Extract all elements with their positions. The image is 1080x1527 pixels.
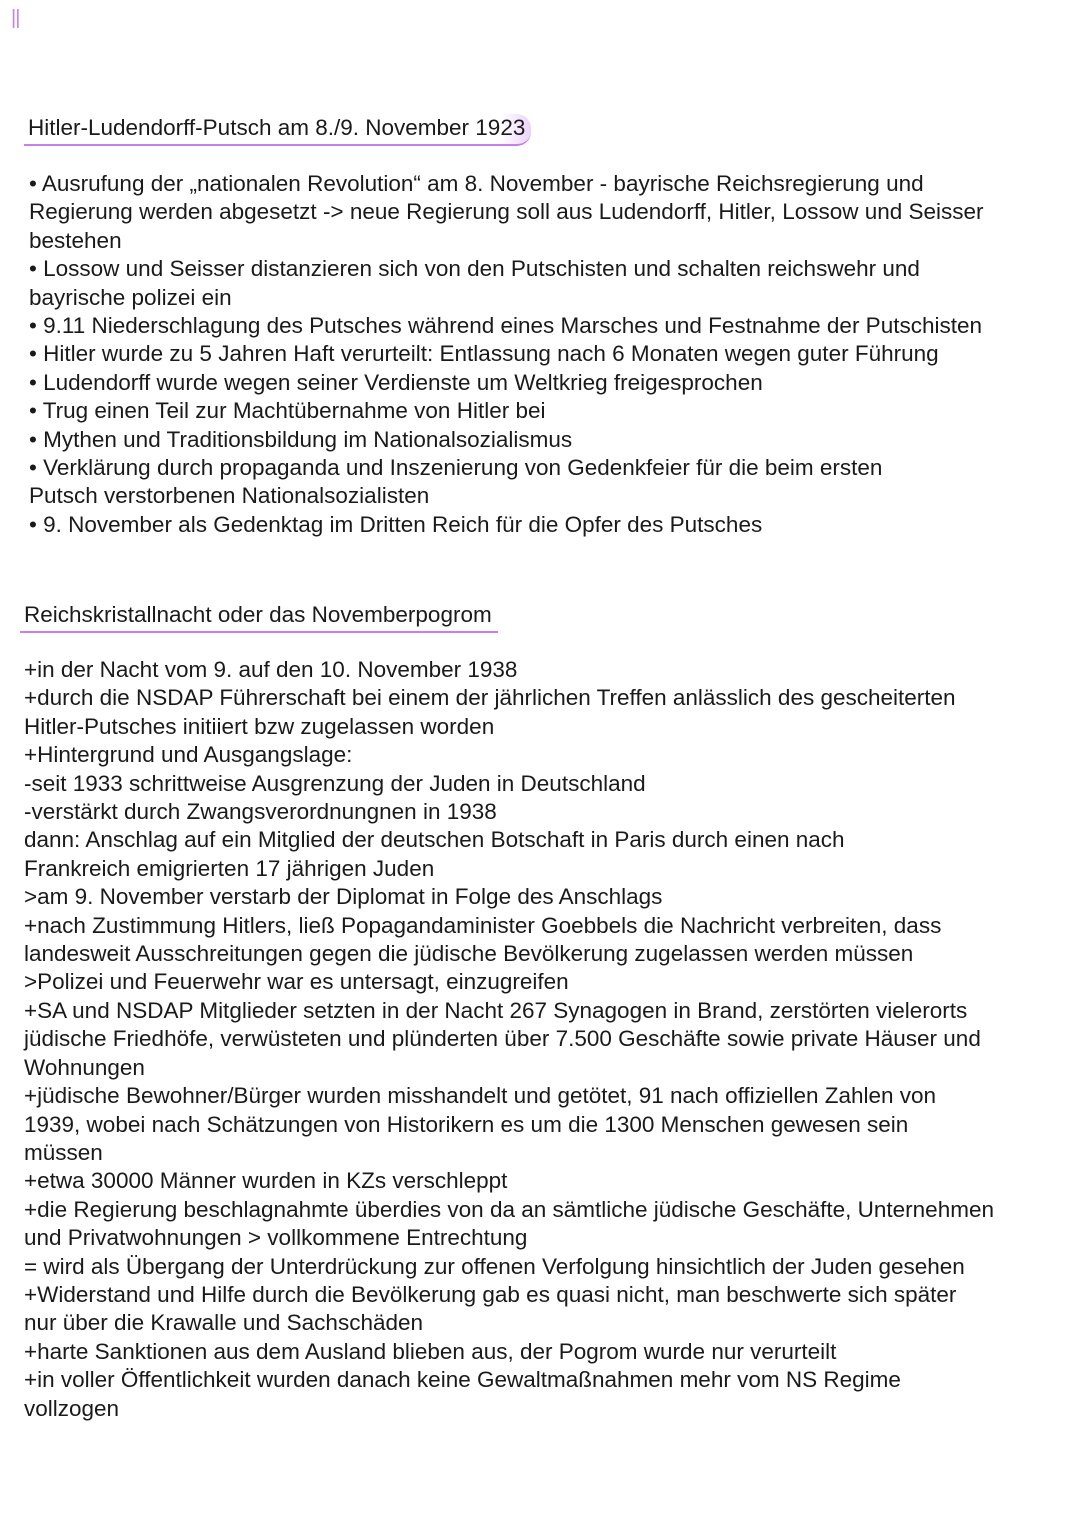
text-line: • Hitler wurde zu 5 Jahren Haft verurteilt: Entlassung nach 6 Monaten wegen guter Führung: [29, 341, 939, 367]
text-line: nur über die Krawalle und Sachschäden: [24, 1310, 424, 1336]
text-line: • Trug einen Teil zur Machtübernahme von Hitler bei: [29, 398, 546, 424]
text-line: • 9.11 Niederschlagung des Putsches während eines Marsches und Festnahme der Putschisten: [29, 313, 982, 339]
text-line: bestehen: [29, 227, 122, 253]
text-line: vollzogen: [24, 1395, 120, 1421]
text-line: +durch die NSDAP Führerschaft bei einem der jährlichen Treffen anlässlich des gescheiterten: [24, 685, 956, 711]
page-mark: ||: [11, 7, 20, 29]
text-line: • Verklärung durch propaganda und Inszenierung von Gedenkfeier für die beim ersten: [29, 455, 883, 481]
text-line: jüdische Friedhöfe, verwüsteten und plünderten über 7.500 Geschäfte sowie private Häuser und: [24, 1026, 981, 1052]
text-line: 1939, wobei nach Schätzungen von Historikern es um die 1300 Menschen gewesen sein: [24, 1111, 909, 1137]
text-line: +die Regierung beschlagnahmte überdies von da an sämtliche jüdische Geschäfte, Unternehmen: [24, 1196, 994, 1222]
text-line: Regierung werden abgesetzt -> neue Regierung soll aus Ludendorff, Hitler, Lossow und Seisser: [29, 199, 984, 225]
section-heading-putsch: Hitler-Ludendorff-Putsch am 8./9. November 1923: [24, 114, 531, 146]
section-body-pogrom: [24, 656, 1064, 1423]
text-line: müssen: [24, 1139, 103, 1165]
text-line: • Lossow und Seisser distanzieren sich von den Putschisten und schalten reichswehr und: [29, 256, 920, 282]
section-body-putsch: [29, 170, 1064, 539]
text-line: +etwa 30000 Männer wurden in KZs verschleppt: [24, 1168, 508, 1194]
text-line: +in voller Öffentlichkeit wurden danach keine Gewaltmaßnahmen mehr vom NS Regime: [24, 1367, 901, 1393]
text-line: • 9. November als Gedenktag im Dritten Reich für die Opfer des Putsches: [29, 511, 763, 537]
text-line: Wohnungen: [24, 1054, 145, 1080]
text-line: bayrische polizei ein: [29, 284, 232, 310]
text-line: +nach Zustimmung Hitlers, ließ Popagandaminister Goebbels die Nachricht verbreiten, dass: [24, 912, 942, 938]
text-line: -verstärkt durch Zwangsverordnungnen in 1938: [24, 799, 497, 825]
text-line: +SA und NSDAP Mitglieder setzten in der Nacht 267 Synagogen in Brand, zerstörten vielerorts: [24, 997, 968, 1023]
text-line: und Privatwohnungen > vollkommene Entrechtung: [24, 1225, 528, 1251]
text-line: >Polizei und Feuerwehr war es untersagt, einzugreifen: [24, 969, 569, 995]
text-line: Putsch verstorbenen Nationalsozialisten: [29, 483, 430, 509]
text-line: -seit 1933 schrittweise Ausgrenzung der Juden in Deutschland: [24, 770, 646, 796]
text-line: • Ausrufung der „nationalen Revolution“ am 8. November - bayrische Reichsregierung und: [29, 171, 924, 196]
text-line: +jüdische Bewohner/Bürger wurden misshandelt und getötet, 91 nach offiziellen Zahlen von: [24, 1083, 937, 1109]
text-line: +Widerstand und Hilfe durch die Bevölkerung gab es quasi nicht, man beschwerte sich später: [24, 1281, 957, 1307]
text-line: dann: Anschlag auf ein Mitglied der deutschen Botschaft in Paris durch einen nach: [24, 827, 845, 853]
text-line: • Ludendorff wurde wegen seiner Verdienste um Weltkrieg freigesprochen: [29, 369, 763, 395]
text-line: landesweit Ausschreitungen gegen die jüdische Bevölkerung zugelassen werden müssen: [24, 941, 914, 967]
text-line: Frankreich emigrierten 17 jährigen Juden: [24, 855, 435, 881]
text-line: • Mythen und Traditionsbildung im Nationalsozialismus: [29, 426, 573, 452]
text-line: = wird als Übergang der Unterdrückung zur offenen Verfolgung hinsichtlich der Juden gesehen: [24, 1253, 965, 1279]
text-line: >am 9. November verstarb der Diplomat in Folge des Anschlags: [24, 884, 663, 910]
text-line: +in der Nacht vom 9. auf den 10. November 1938: [24, 657, 518, 682]
text-line: +harte Sanktionen aus dem Ausland blieben aus, der Pogrom wurde nur verurteilt: [24, 1338, 837, 1364]
text-line: +Hintergrund und Ausgangslage:: [24, 742, 353, 768]
section-heading-pogrom: Reichskristallnacht oder das Novemberpogrom: [20, 601, 498, 633]
text-line: Hitler-Putsches initiiert bzw zugelassen worden: [24, 713, 495, 739]
